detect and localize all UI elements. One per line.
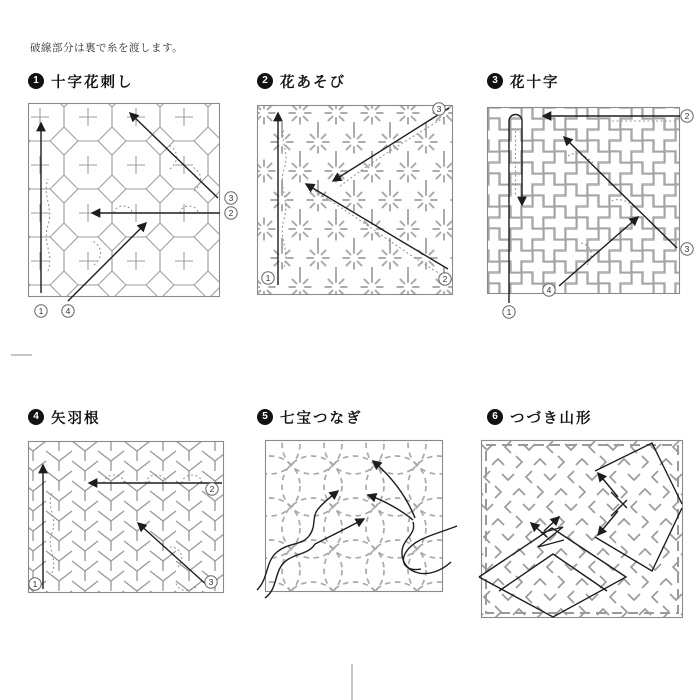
- svg-text:4: 4: [546, 284, 552, 295]
- pattern-field: [456, 75, 700, 327]
- stitch-direction-arrow: [306, 184, 448, 269]
- pattern-title: 七宝つなぎ: [280, 410, 363, 427]
- diagram-frame: [29, 104, 220, 297]
- svg-text:1: 1: [32, 578, 38, 589]
- step-number-badge: 5: [257, 409, 273, 425]
- stitch-direction-arrow: [68, 223, 146, 301]
- step-marker: [205, 576, 217, 588]
- registration-mark-left: [11, 354, 32, 356]
- step-marker: [543, 284, 555, 296]
- stitch-diagram-shippo: [265, 440, 473, 626]
- step-number-badge: 3: [487, 73, 503, 89]
- svg-text:1: 1: [38, 305, 44, 316]
- registration-mark-bottom: [351, 664, 353, 700]
- step-number-badge: 6: [487, 409, 503, 425]
- panel-heading: [28, 408, 101, 426]
- step-marker: [29, 578, 41, 590]
- svg-text:1: 1: [265, 272, 271, 283]
- panel-heading: [28, 72, 134, 90]
- stitch-diagram-star: [257, 105, 483, 329]
- svg-text:4: 4: [65, 305, 71, 316]
- svg-text:2: 2: [228, 207, 234, 218]
- svg-text:3: 3: [684, 243, 690, 254]
- step-marker: [62, 305, 74, 317]
- step-number-badge: 4: [28, 409, 44, 425]
- svg-text:1: 1: [506, 306, 512, 317]
- panel-heading: [487, 72, 560, 90]
- stitch-diagram-yabane: [28, 441, 254, 627]
- diagram-frame: [482, 441, 683, 618]
- step-marker: [681, 243, 693, 255]
- instruction-note: 破線部分は裏で糸を渡します。: [30, 42, 184, 54]
- step-marker: [225, 192, 237, 204]
- diagram-frame: [29, 442, 224, 593]
- panel-heading: [257, 72, 346, 90]
- pattern-field: [20, 421, 254, 631]
- pattern-title: 花十字: [510, 74, 560, 91]
- dashed-inner-border: [486, 445, 678, 613]
- panel-heading: [487, 408, 593, 426]
- thread-back-dotted-line: [339, 115, 448, 187]
- pattern-title: つづき山形: [510, 410, 593, 427]
- panel-heading: [257, 408, 363, 426]
- step-marker: [433, 103, 445, 115]
- svg-text:3: 3: [436, 103, 442, 114]
- pattern-field: [240, 414, 510, 642]
- step-marker: [503, 306, 515, 318]
- step-marker: [225, 207, 237, 219]
- step-marker: [439, 273, 451, 285]
- step-marker: [681, 110, 693, 122]
- stitch-direction-arrow: [538, 527, 564, 547]
- stitch-direction-arrow: [595, 508, 682, 571]
- pattern-title: 矢羽根: [51, 410, 101, 427]
- svg-text:2: 2: [442, 273, 448, 284]
- diagram-frame: [488, 108, 680, 294]
- thread-back-dotted-line: [46, 179, 49, 271]
- svg-text:3: 3: [208, 576, 214, 587]
- stitch-diagram-yamagata: [481, 440, 700, 652]
- stitch-diagram-plus: [487, 107, 700, 328]
- step-marker: [206, 483, 218, 495]
- thread-back-dotted-line: [114, 206, 198, 213]
- thread-back-dotted-line: [50, 493, 53, 573]
- step-number-badge: 1: [28, 73, 44, 89]
- svg-text:2: 2: [684, 110, 690, 121]
- step-marker: [35, 305, 47, 317]
- thread-back-dotted-line: [104, 475, 202, 483]
- pattern-title: 十字花刺し: [51, 74, 134, 91]
- svg-text:3: 3: [228, 192, 234, 203]
- stitch-direction-arrow: [130, 113, 218, 198]
- svg-text:2: 2: [209, 483, 215, 494]
- pattern-title: 花あそび: [280, 74, 346, 91]
- stitch-diagram-octagon-cross: [28, 103, 250, 331]
- step-marker: [262, 272, 274, 284]
- step-number-badge: 2: [257, 73, 273, 89]
